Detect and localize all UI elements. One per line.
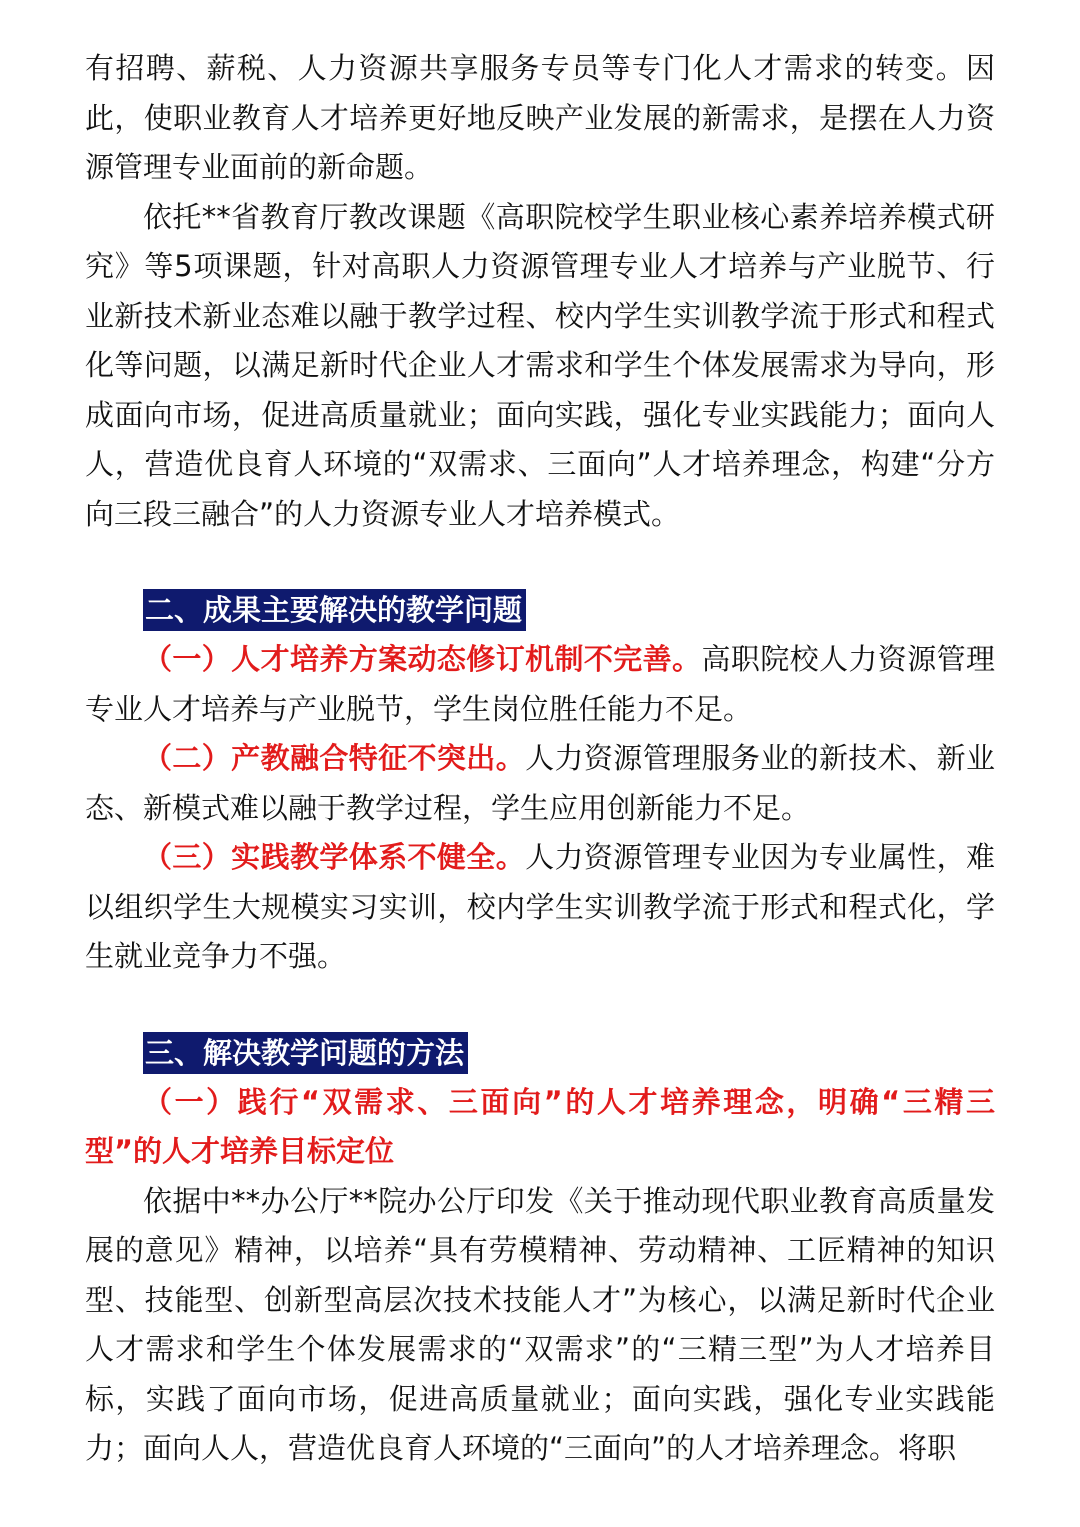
- paragraph-continuation: 有招聘、薪税、人力资源共享服务专员等专门化人才需求的转变。因此，使职业教育人才培养更好地反映产业发展的新需求，是摆在人力资源管理专业面前的新命题。: [85, 51, 995, 184]
- section-heading-row: [85, 1028, 995, 1078]
- section-heading-teaching-problems: 二、成果主要解决的教学问题: [143, 589, 526, 631]
- problem-item-lead: （一）人才培养方案动态修订机制不完善。: [143, 642, 702, 676]
- problem-item-3: [85, 833, 995, 982]
- section-heading-methods: 三、解决教学问题的方法: [143, 1032, 468, 1074]
- section-spacer: [85, 539, 995, 585]
- problem-item-text: 高职院校人力资源管理专业人才培养与产业脱节，学生岗位胜任能力不足。: [85, 642, 995, 726]
- method-subheading-1: （一）践行“双需求、三面向”的人才培养理念，明确“三精三型”的人才培养目标定位: [85, 1084, 995, 1168]
- section-heading-row: [85, 585, 995, 635]
- paragraph-method-basis: 依据中**办公厅**院办公厅印发《关于推动现代职业教育高质量发展的意见》精神，以培养“具有劳模精神、劳动精神、工匠精神的知识型、技能型、创新型高层次技术技能人才”为核心，以满足新时代企业人才需求和学生个体发展需求的“双需求”的“三精三型”为人才培养目标，实践了面向市场，促进高质量就业；面向实践，强化专业实践能力；面向人人，营造优良育人环境的“三面向”的人才培养理念。将职: [85, 1183, 995, 1465]
- problem-item-1: [85, 635, 995, 734]
- section-spacer: [85, 982, 995, 1028]
- problem-item-text: 人力资源管理服务业的新技术、新业态、新模式难以融于教学过程，学生应用创新能力不足。: [85, 741, 995, 825]
- problem-item-lead: （三）实践教学体系不健全。: [143, 840, 526, 874]
- problem-item-lead: （二）产教融合特征不突出。: [143, 741, 526, 775]
- document-body: [85, 44, 995, 1474]
- problem-item-2: [85, 734, 995, 833]
- paragraph-project-basis: 依托**省教育厅教改课题《高职院校学生职业核心素养培养模式研究》等5项课题，针对高职人力资源管理专业人才培养与产业脱节、行业新技术新业态难以融于教学过程、校内学生实训教学流于形式和程式化等问题，以满足新时代企业人才需求和学生个体发展需求为导向，形成面向市场，促进高质量就业；面向实践，强化专业实践能力；面向人人，营造优良育人环境的“双需求、三面向”人才培养理念，构建“分方向三段三融合”的人力资源专业人才培养模式。: [85, 199, 995, 531]
- problem-item-text: 人力资源管理专业因为专业属性，难以组织学生大规模实习实训，校内学生实训教学流于形式和程式化，学生就业竞争力不强。: [85, 840, 995, 973]
